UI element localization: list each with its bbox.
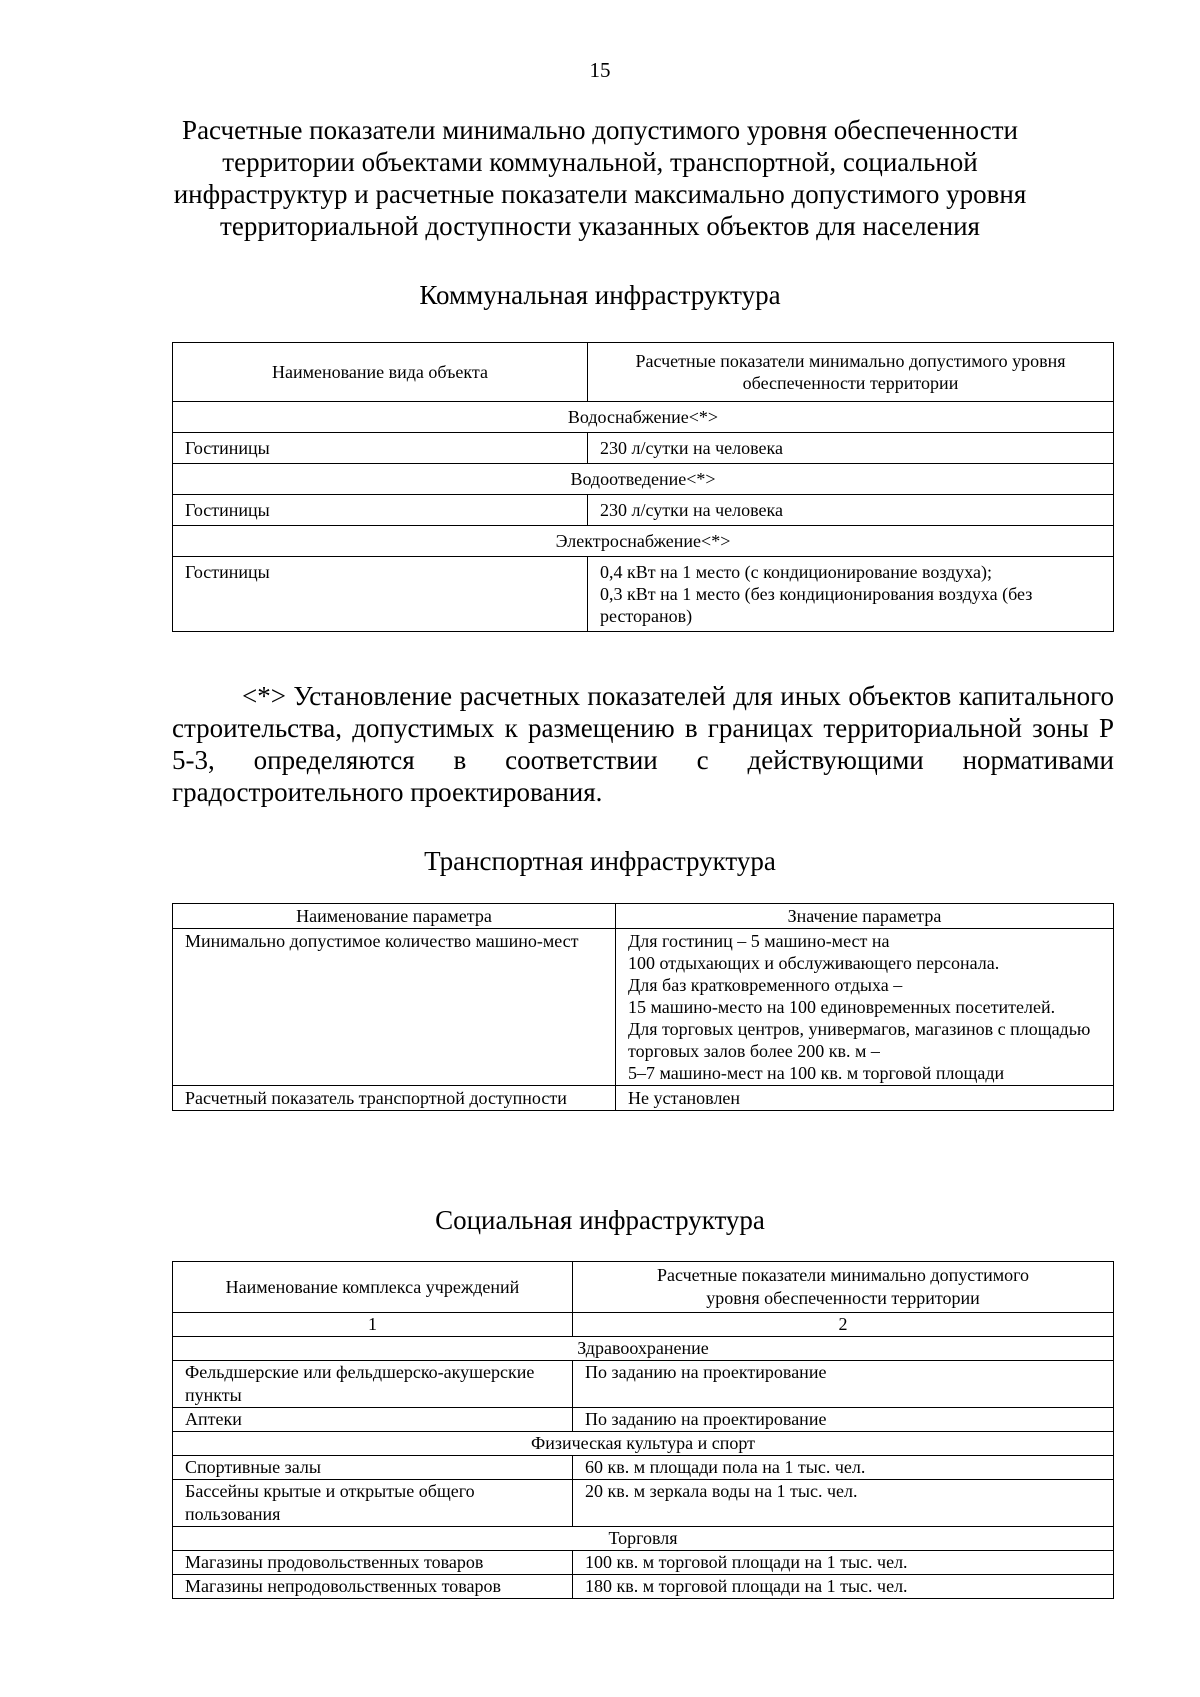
- header-cell: Наименование вида объекта: [173, 343, 588, 402]
- title-line: инфраструктур и расчетные показатели максимально допустимого уровня: [173, 179, 1027, 209]
- title-line: территориальной доступности указанных объектов для населения: [220, 211, 980, 241]
- object-name: Гостиницы: [173, 433, 588, 464]
- table-header-row: [173, 1262, 1114, 1313]
- object-name: Гостиницы: [173, 495, 588, 526]
- transport-table: [172, 903, 1114, 1111]
- facility-value: По заданию на проектирование: [573, 1408, 1114, 1432]
- communal-heading: Коммунальная инфраструктура: [419, 280, 781, 310]
- object-value: [588, 557, 1114, 632]
- value-line: Для гостиниц – 5 машино-мест на: [628, 931, 890, 951]
- group-row: [173, 464, 1114, 495]
- param-value: [616, 929, 1114, 1086]
- group-row: [173, 1527, 1114, 1551]
- table-row: [173, 929, 1114, 1086]
- group-title: Водоснабжение<*>: [173, 402, 1114, 433]
- value-line: 0,4 кВт на 1 место (с кондиционирование воздуха);: [600, 562, 993, 582]
- facility-name: Магазины непродовольственных товаров: [173, 1575, 573, 1599]
- group-title: Здравоохранение: [173, 1337, 1114, 1361]
- group-row: [173, 1337, 1114, 1361]
- param-name: Расчетный показатель транспортной доступности: [173, 1086, 616, 1111]
- facility-name: Бассейны крытые и открытые общего пользования: [173, 1480, 573, 1527]
- value-line: 0,3 кВт на 1 место (без кондиционирования воздуха (без ресторанов): [600, 584, 1033, 626]
- value-line: Для баз кратковременного отдыха –: [628, 975, 903, 995]
- table-row: [173, 1456, 1114, 1480]
- facility-value: 100 кв. м торговой площади на 1 тыс. чел.: [573, 1551, 1114, 1575]
- header-cell: Расчетные показатели минимально допустимого уровня обеспеченности территории: [573, 1262, 1114, 1313]
- column-number-row: [173, 1313, 1114, 1337]
- param-value: Не установлен: [616, 1086, 1114, 1111]
- value-line: 5–7 машино-мест на 100 кв. м торговой площади: [628, 1063, 1005, 1083]
- facility-name: Аптеки: [173, 1408, 573, 1432]
- object-value: 230 л/сутки на человека: [588, 495, 1114, 526]
- table-row: [173, 1480, 1114, 1527]
- social-heading: Социальная инфраструктура: [435, 1205, 765, 1235]
- value-line: Для торговых центров, универмагов, магазинов с площадью торговых залов более 200 кв. м –: [628, 1019, 1091, 1061]
- facility-value: 20 кв. м зеркала воды на 1 тыс. чел.: [573, 1480, 1114, 1527]
- group-row: [173, 526, 1114, 557]
- table-header-row: [173, 343, 1114, 402]
- facility-name: Магазины продовольственных товаров: [173, 1551, 573, 1575]
- table-row: [173, 1361, 1114, 1408]
- facility-value: По заданию на проектирование: [573, 1361, 1114, 1408]
- group-row: [173, 1432, 1114, 1456]
- param-name: Минимально допустимое количество машино-мест: [173, 929, 616, 1086]
- title-line: Расчетные показатели минимально допустимого уровня обеспеченности: [182, 115, 1018, 145]
- social-table: [172, 1261, 1114, 1599]
- table-row: [173, 1408, 1114, 1432]
- table-row: [173, 1086, 1114, 1111]
- group-title: Водоотведение<*>: [173, 464, 1114, 495]
- table-row: [173, 1575, 1114, 1599]
- header-cell: Расчетные показатели минимально допустимого уровня обеспеченности территории: [588, 343, 1114, 402]
- facility-value: 60 кв. м площади пола на 1 тыс. чел.: [573, 1456, 1114, 1480]
- header-cell: Наименование комплекса учреждений: [173, 1262, 573, 1313]
- page-number: 15: [589, 58, 611, 82]
- group-row: [173, 402, 1114, 433]
- value-line: 15 машино-место на 100 единовременных посетителей.: [628, 997, 1056, 1017]
- title-line: территории объектами коммунальной, транспортной, социальной: [222, 147, 978, 177]
- facility-value: 180 кв. м торговой площади на 1 тыс. чел.: [573, 1575, 1114, 1599]
- facility-name: Фельдшерские или фельдшерско-акушерские пункты: [173, 1361, 573, 1408]
- table-row: [173, 495, 1114, 526]
- value-line: 100 отдыхающих и обслуживающего персонала.: [628, 953, 1000, 973]
- header-cell: Значение параметра: [616, 904, 1114, 929]
- column-number: 1: [173, 1313, 573, 1337]
- table-row: [173, 1551, 1114, 1575]
- group-title: Торговля: [173, 1527, 1114, 1551]
- object-name: Гостиницы: [173, 557, 588, 632]
- communal-table: [172, 342, 1114, 632]
- table-row: [173, 433, 1114, 464]
- group-title: Физическая культура и спорт: [173, 1432, 1114, 1456]
- table-header-row: [173, 904, 1114, 929]
- table-row: [173, 557, 1114, 632]
- column-number: 2: [573, 1313, 1114, 1337]
- facility-name: Спортивные залы: [173, 1456, 573, 1480]
- footnote: <*> Установление расчетных показателей для иных объектов капитального строительства, допустимых к размещению в границах территориальной зоны Р 5-3, определяются в соответствии с действующими нормативами градостроительного проектирования.: [172, 681, 1114, 807]
- transport-heading: Транспортная инфраструктура: [424, 846, 776, 876]
- page-title: [150, 114, 1050, 242]
- header-cell: Наименование параметра: [173, 904, 616, 929]
- group-title: Электроснабжение<*>: [173, 526, 1114, 557]
- object-value: 230 л/сутки на человека: [588, 433, 1114, 464]
